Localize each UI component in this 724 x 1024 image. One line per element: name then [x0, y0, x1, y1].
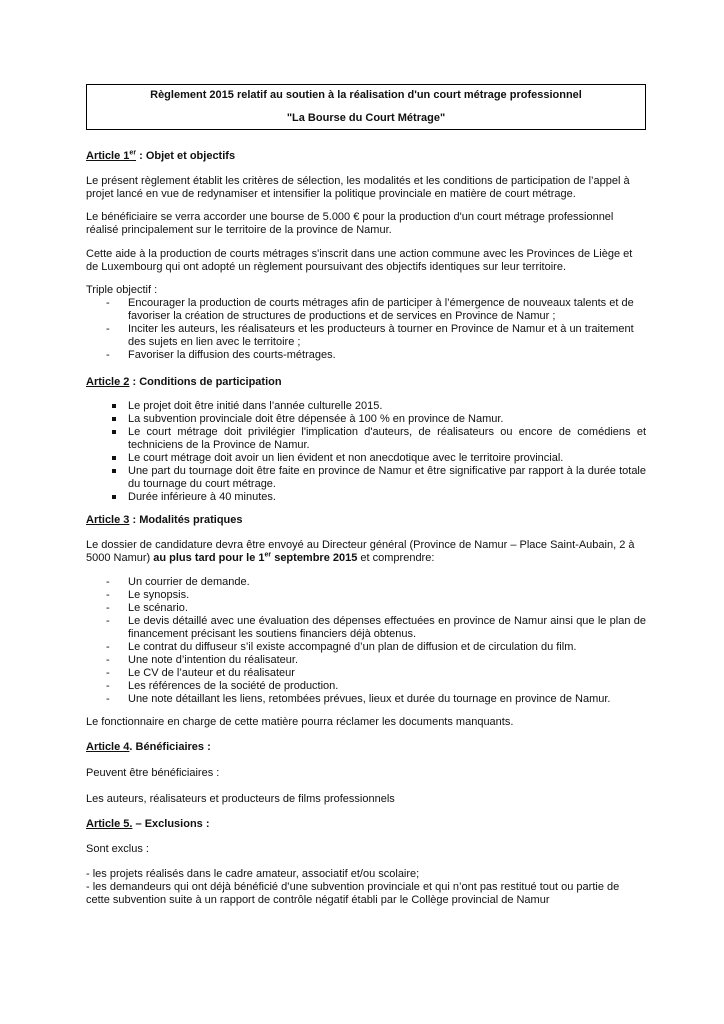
article1-heading: Article 1er : Objet et objectifs [86, 149, 236, 162]
article5-paragraph-1: Sont exclus : [86, 843, 149, 855]
objectives-list [86, 297, 646, 362]
article1-label: Article 1er [86, 149, 137, 162]
list-item: - Le contrat du diffuseur s’il existe accompagné d’un plan de diffusion et de circulation du film. [86, 641, 646, 654]
list-item: - Le scénario. [86, 602, 646, 615]
article3-heading: Article 3 : Modalités pratiques [86, 514, 243, 526]
list-item: - Un courrier de demande. [86, 576, 646, 589]
list-item: - Le synopsis. [86, 589, 646, 602]
list-item: - Favoriser la diffusion des courts-métrages. [86, 349, 646, 362]
objectives-intro: Triple objectif : [86, 284, 158, 296]
article3-paragraph-1: Le dossier de candidature devra être envoyé au Directeur général (Province de Namur – Place Saint-Aubain, 2 à 5000 Namur) au plus tard pour le 1er septembre 2015 et comprendre: [86, 539, 635, 564]
article4-label: Article 4 [86, 741, 130, 753]
document-subtitle: "La Bourse du Court Métrage" [286, 112, 446, 124]
list-item: Le court métrage doit avoir un lien évident et non anecdotique avec le territoire provincial. [86, 452, 646, 465]
list-item: - Une note détaillant les liens, retombées prévues, lieux et durée du tournage en province de Namur. [86, 693, 646, 706]
list-item: Durée inférieure à 40 minutes. [86, 491, 646, 504]
article2-label: Article 2 [86, 376, 130, 388]
article1-paragraph-3: Cette aide à la production de courts métrages s'inscrit dans une action commune avec les Provinces de Liège et de Luxembourg qui ont adopté un règlement poursuivant des objectifs identiques sur leur territoire. [86, 248, 633, 273]
list-item: - Le CV de l’auteur et du réalisateur [86, 667, 646, 680]
article1-paragraph-1: Le présent règlement établit les critères de sélection, les modalités et les conditions de participation de l’appel à projet lancé en vue de redynamiser et intensifier la politique provinciale en matière de court métrage. [86, 175, 630, 200]
article3-label: Article 3 [86, 514, 130, 526]
article2-heading: Article 2 : Conditions de participation [86, 376, 282, 388]
exclusion-1: - les projets réalisés dans le cadre amateur, associatif et/ou scolaire; [86, 868, 420, 880]
article3-paragraph-2: Le fonctionnaire en charge de cette matière pourra réclamer les documents manquants. [86, 716, 514, 728]
article4-heading: Article 4. Bénéficiaires : [86, 741, 211, 753]
list-item: Le court métrage doit privilégier l'implication d'auteurs, de réalisateurs ou encore de comédiens et techniciens de la Province de Namur. [86, 426, 646, 452]
list-item: Une part du tournage doit être faite en province de Namur et être significative par rapport à la durée totale du tournage du court métrage. [86, 465, 646, 491]
list-item: La subvention provinciale doit être dépensée à 100 % en province de Namur. [86, 413, 646, 426]
article4-paragraph-1: Peuvent être bénéficiaires : [86, 767, 220, 779]
list-item: - Les références de la société de production. [86, 680, 646, 693]
document-page [86, 84, 646, 906]
exclusion-2: - les demandeurs qui ont déjà bénéficié d’une subvention provinciale et qui n’ont pas restitué tout ou partie de cette subvention suite à un rapport de contrôle négatif établi par le Collège provincial de Namur [86, 881, 620, 906]
title-box [86, 84, 646, 130]
list-item: - Inciter les auteurs, les réalisateurs et les producteurs à tourner en Province de Namur et à un traitement des sujets en lien avec le territoire ; [86, 323, 646, 349]
article5-label: Article 5. [86, 818, 133, 830]
documents-list [86, 576, 646, 706]
list-item: - Une note d’intention du réalisateur. [86, 654, 646, 667]
document-title: Règlement 2015 relatif au soutien à la réalisation d'un court métrage professionnel [150, 89, 582, 101]
list-item: Le projet doit être initié dans l’année culturelle 2015. [86, 400, 646, 413]
article5-heading: Article 5. – Exclusions : [86, 818, 210, 830]
conditions-list [86, 400, 646, 504]
list-item: - Encourager la production de courts métrages afin de participer à l’émergence de nouveaux talents et de favoriser la création de structures de productions et de services en Province de Namur ; [86, 297, 646, 323]
article1-paragraph-2: Le bénéficiaire se verra accorder une bourse de 5.000 € pour la production d'un court métrage professionnel réalisé principalement sur le territoire de la province de Namur. [86, 211, 614, 236]
article4-paragraph-2: Les auteurs, réalisateurs et producteurs de films professionnels [86, 793, 395, 805]
list-item: - Le devis détaillé avec une évaluation des dépenses effectuées en province de Namur ainsi que le plan de financement précisant les soutiens financiers déjà obtenus. [86, 615, 646, 641]
